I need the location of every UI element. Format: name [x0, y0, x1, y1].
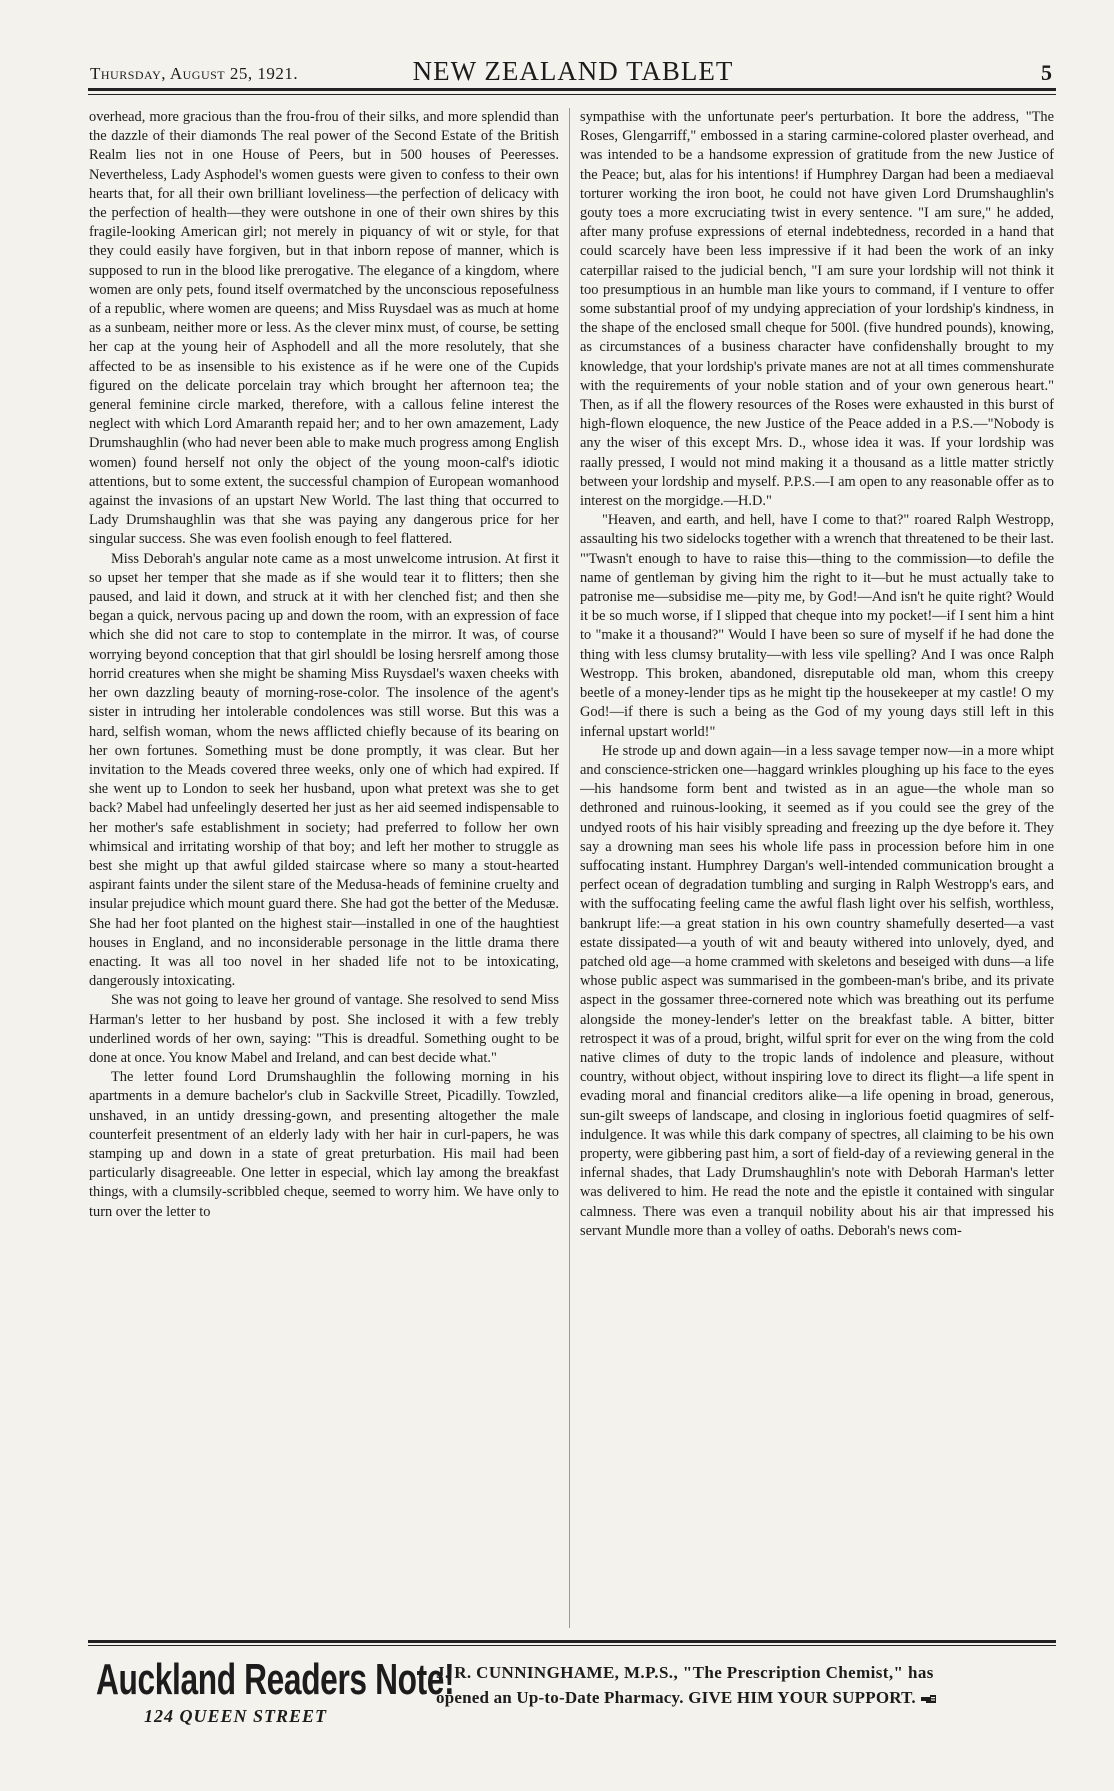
- left-paragraph-1: overhead, more gracious than the frou-frou of their silks, and more splendid than the dazzle of their diamonds The real power of the Second Estate of the British Realm lies not in one House of Peers, but in 500 houses of Peeresses. Nevertheless, Lady Asphodel's women guests were given to confess to their own hearts that, for all their own brilliant loveliness—the perfection of delicacy with the perfection of health—they were outshone in one of their own shires by this fragile-looking American girl; not merely in piquancy of wit or style, for that they could easily have forgiven, but in that inborn repose of manner, which is supposed to run in the blood like prerogative. The elegance of a kingdom, where women are only pets, found itself overmatched by the unconscious reposefulness of a republic, where women are queens; and Miss Ruysdael was as much at home as a sunbeam, neither more or less. As the clever minx must, of course, be setting her cap at the young heir of Asphodell and all the more resolutely, that she affected to be as insensible to his existence as if he were one of the Cupids figured on the delicate porcelain tray which brought her afternoon tea; the general feminine circle marked, therefore, with a callous feline interest the neglect with which Lord Amaranth repaid her; and to her own amazement, Lady Drumshaughlin (who had never been able to make much progress among English women) found herself not only the object of the young moon-calf's idiotic attentions, but to some extent, the successful champion of European womanhood against the invasions of an upstart New World. The last thing that occurred to Lady Drumshaughlin was that she was paying any dangerous price for her singular success. She was even foolish enough to feel flattered.: [89, 109, 559, 548]
- issue-date: Thursday, August 25, 1921.: [90, 64, 299, 83]
- right-column: [580, 108, 1054, 1628]
- right-paragraph-1: sympathise with the unfortunate peer's perturbation. It bore the address, "The Roses, Glengarriff," embossed in a staring carmine-colored plaster overhead, and was intended to be a handsome expression of gratitude from the new Justice of the Peace; but, alas for his intentions! if Humphrey Dargan had been a mediaeval torturer working the iron boot, he could not have given Lord Drumshaughlin's gouty toes a more excruciating twist in every sentence. "I am sure," he added, after many profuse expressions of eternal indebtedness, recorded in a hand that could scarcely have been less impressive if it had been the work of an inky caterpillar raised to the judicial bench, "I am sure your lordship will not think it too presumptious in an humble man like yours to command, if I venture to offer some substantial proof of my undying appreciation of your lordship's kindness, in the shape of the enclosed small cheque for 500l. (five hundred pounds), knowing, as circumstances of a business character have confidenshally brought to my knowledge, that your lordship's private manes are not at all times commenshurate with the requirements of your noble station and of your own generous heart." Then, as if all the flowery resources of the Roses were exhausted in this burst of high-flown eloquence, the new Justice of the Peace added in a P.S.—"Nobody is any the wiser of this except Mrs. D., whose idea it was. If your lordship was raally pressed, I would not mind making it a thousand as a little matter strictly between your lordship and myself. P.P.S.—I am open to any reasonable offer as to interest on the morgidge.—H.D.": [580, 109, 1054, 510]
- left-paragraph-3: She was not going to leave her ground of vantage. She resolved to send Miss Harman's letter to her husband by post. She inclosed it with a few trebly underlined words of her own, saying: "This is dreadful. Something ought to be done at once. You know Mabel and Ireland, and can best decide what.": [89, 992, 559, 1066]
- page-header: [90, 56, 1056, 90]
- ad-line-1: J. R. CUNNINGHAME, M.P.S., "The Prescription Chemist," has: [436, 1663, 934, 1682]
- left-paragraph-2: Miss Deborah's angular note came as a most unwelcome intrusion. At first it so upset her temper that she made as if she would tear it to flitters; then she paused, and laid it down, and struck at it with her clenched fist; and then she began a quick, nervous pacing up and down the room, with an expression of face which she did not care to stop to contemplate in the mirror. It was, of course worrying beyond conception that that girl shouldl be losing hersrelf among those horrid creatures when she might be shaming Miss Ruysdael's waxen cheeks with her own dazzling beauty of morning-rose-color. The insolence of the agent's sister in intruding her intolerable condolences was still worse. But this was a hard, selfish woman, whom the news afflicted chiefly because of its bearing on her own fortunes. Something must be done promptly, it was clear. But her invitation to the Meads covered three weeks, only one of which had expired. If she went up to London to seek her husband, upon what pretext was she to get back? Mabel had unfeelingly deserted her just as her aid seemed indispensable to her mother's safe establishment in society; had preferred to follow her own whimsical and irritating worship of that boy; and left her mother to struggle as best she might up that awful gilded staircase where so many a stout-hearted aspirant faints under the silent stare of the Medusa-heads of feminine cruelty and insular prejudice which mount guard there. She had got the better of the Medusæ. She had her foot planted on the highest stair—installed in one of the haughtiest houses in England, and no inconsiderable personage in the little drama there enacting. It was all too novel in her shaded life not to be intoxicating, dangerously intoxicating.: [89, 550, 559, 990]
- page-number: 5: [1041, 60, 1052, 85]
- advertisement-left: [96, 1655, 455, 1727]
- ad-line-2-wrap: [436, 1685, 1054, 1710]
- pointing-hand-icon: [920, 1693, 938, 1705]
- advertisement-rule: [88, 1640, 1056, 1646]
- header-rule: [88, 88, 1056, 95]
- left-column: [89, 108, 559, 1628]
- masthead-title: NEW ZEALAND TABLET: [412, 56, 734, 86]
- right-paragraph-2: "Heaven, and earth, and hell, have I come to that?" roared Ralph Westropp, assaulting his two sidelocks together with a wrench that threatened to be their last. "'Twasn't enough to have to raise this—thing to the commission—to defile the name of gentleman by giving him the right to it—but he must actually take to patronise me—subsidise me—pity me, by God!—And isn't he quite right? Would it be so much worse, if I slipped that cheque into my pocket!—if I sent him a hint to "make it a thousand?" Would I have been so sure of myself if he had done the thing with less clumsy brutality—with less vile spelling? And I was once Ralph Westropp. This broken, abandoned, disreputable old man, whom this creepy beetle of a money-lender tips as he might tip the housekeeper at my castle! O my God!—if there is such a being as the God of my young days still left in this infernal upstart world!": [580, 512, 1054, 740]
- right-paragraph-3: He strode up and down again—in a less savage temper now—in a more whipt and conscience-stricken one—haggard wrinkles ploughing up his face to the eyes—his handsome form bent and twisted as in an ague—the whole man so dethroned and ruinous-looking, it seemed as if you could see the grey of the undyed roots of his hair visibly spreading and freezing up the dye before it. They say a drowning man sees his whole life pass in procession before him in one suffocating instant. Humphrey Dargan's well-intended communication brought a perfect ocean of degradation tumbling and surging in Ralph Westropp's ears, and with the suffocating feeling came the awful flash light over his selfish, worthless, bankrupt life:—a great station in his own country shamefully deserted—a vast estate dissipated—a youth of wit and beauty withered into unlovely, dyed, and patched old age—a home crammed with skeletons and beseiged with duns—a life whose public aspect was summarised in the gombeen-man's bribe, and its private aspect in the gossamer three-cornered note which was breathing out its perfume alongside the money-lender's letter on the breakfast table. A bitter, bitter retrospect it was of a proud, bright, wilful sprit for ever on the wing from the cold native climes of duty to the tropic lands of indolence and pleasure, without country, without object, without inspiring love to direct its flight—a life spent in evading moral and financial creditors alike—a life opening in broad, generous, sun-gilt sweeps of landscape, and closing in inglorious foetid quagmires of self-indulgence. It was while this dark company of spectres, all claiming to be his own property, were gibbering past him, a sort of field-day of a reviewing general in the infernal shades, that Lady Drumshaughlin's note with Deborah Harman's letter was delivered to him. He read the note and the epistle it contained with singular calmness. There was even a tranquil nobility about his air that impressed his servant Mundle more than a volley of oaths. Deborah's news com-: [580, 742, 1054, 1239]
- advertisement-right: [436, 1660, 1054, 1710]
- ad-address: 124 QUEEN STREET: [144, 1706, 328, 1726]
- left-paragraph-4: The letter found Lord Drumshaughlin the following morning in his apartments in a demure bachelor's club in Sackville Street, Picadilly. Towzled, unshaved, in an untidy dressing-gown, and presenting altogether the male counterfeit presentment of an elderly lady with her hair in curl-papers, he was stamping up and down in a state of great preturbation. His mail had been particularly disagreeable. One letter in especial, which lay among the breakfast things, with a clumsily-scribbled cheque, seemed to worry him. We have only to turn over the letter to: [89, 1069, 559, 1220]
- column-divider: [569, 108, 570, 1628]
- ad-line-2: opened an Up-to-Date Pharmacy. GIVE HIM YOUR SUPPORT.: [436, 1688, 916, 1707]
- ad-headline: Auckland Readers Note!: [96, 1655, 455, 1704]
